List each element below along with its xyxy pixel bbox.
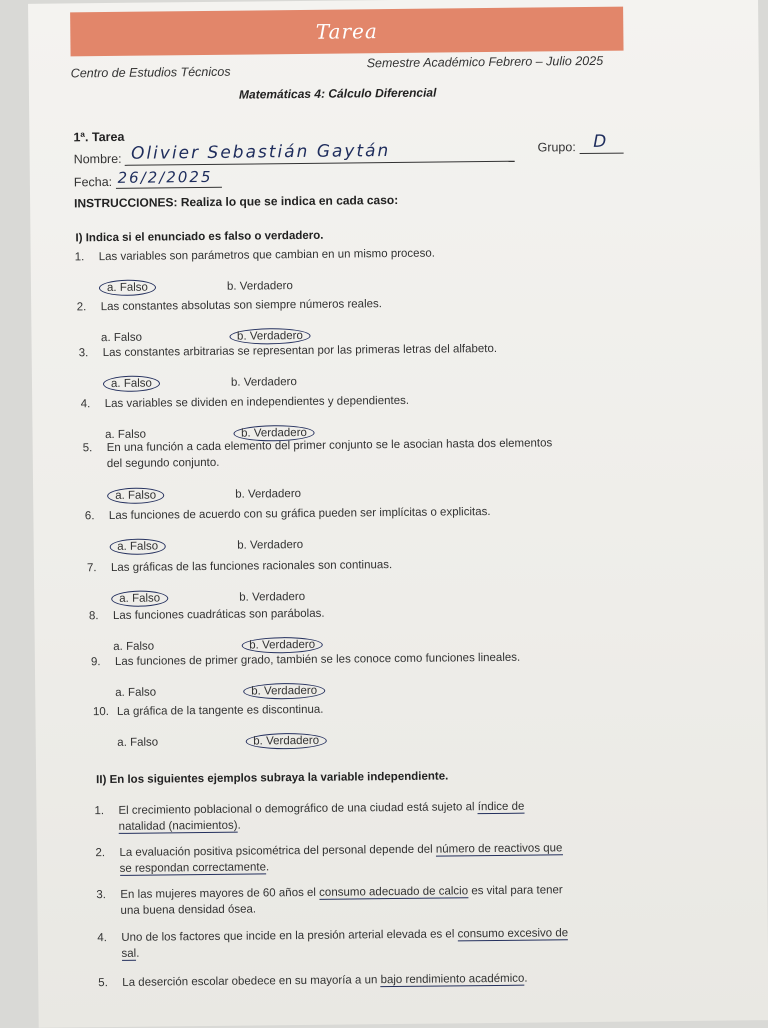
option-falso-9[interactable] bbox=[115, 687, 156, 699]
underlined-variable[interactable]: bajo rendimiento académico bbox=[380, 972, 525, 987]
option-label: b. Verdadero bbox=[233, 425, 315, 442]
subject-title: Matemáticas 4: Cálculo Diferencial bbox=[238, 85, 437, 102]
underlined-variable-cont[interactable]: se respondan correctamente bbox=[119, 861, 267, 875]
option-label: a. Falso bbox=[117, 736, 159, 749]
date-field[interactable] bbox=[116, 167, 222, 189]
example-line-1 bbox=[121, 925, 568, 946]
example-number: 1. bbox=[94, 805, 105, 818]
question-text: Las funciones cuadráticas son parábolas. bbox=[112, 607, 325, 622]
option-falso-1[interactable] bbox=[99, 281, 156, 294]
underlined-variable-cont[interactable]: sal bbox=[121, 947, 137, 960]
section1-title: I) Indica si el enunciado es falso o verdadero. bbox=[75, 229, 324, 245]
question-8 bbox=[89, 602, 669, 626]
section2-title: II) En los siguientes ejemplos subraya la variable independiente. bbox=[96, 770, 449, 787]
example-line-2 bbox=[119, 818, 241, 835]
example-text: . bbox=[265, 861, 270, 874]
option-label: a. Falso bbox=[115, 686, 157, 699]
option-verdadero-8[interactable] bbox=[241, 639, 323, 652]
example-line-2 bbox=[120, 859, 270, 877]
example-3 bbox=[96, 881, 676, 923]
option-label: b. Verdadero bbox=[241, 637, 323, 654]
instructions: INSTRUCCIONES: Realiza lo que se indica en cada caso: bbox=[74, 192, 399, 211]
underlined-variable[interactable]: número de reactivos que bbox=[435, 842, 563, 856]
example-line-1 bbox=[119, 840, 562, 861]
example-text: En las mujeres mayores de 60 años el bbox=[120, 886, 320, 901]
underlined-variable[interactable]: consumo excesivo de bbox=[457, 927, 569, 941]
option-verdadero-6[interactable] bbox=[237, 539, 303, 552]
group-field[interactable] bbox=[579, 131, 623, 154]
option-falso-6[interactable] bbox=[109, 540, 166, 553]
example-1 bbox=[94, 797, 674, 839]
example-line-2 bbox=[121, 946, 139, 962]
question-number: 7. bbox=[86, 562, 97, 575]
name-row bbox=[73, 141, 516, 167]
question-text-cont: del segundo conjunto. bbox=[106, 456, 220, 471]
question-text: La gráfica de la tangente es discontinua. bbox=[116, 703, 324, 718]
name-label: Nombre: bbox=[73, 151, 122, 167]
example-number: 4. bbox=[97, 932, 107, 945]
question-text: Las funciones de acuerdo con su gráfica pueden ser implícitas o explicitas. bbox=[108, 506, 491, 523]
question-number: 6. bbox=[84, 510, 95, 523]
option-label: a. Falso bbox=[104, 428, 147, 442]
banner-title: Tarea bbox=[70, 7, 623, 57]
group-value: D bbox=[593, 131, 609, 152]
option-label: b. Verdadero bbox=[245, 733, 327, 750]
question-9 bbox=[91, 648, 671, 672]
question-text: Las variables son parámetros que cambian en un mismo proceso. bbox=[98, 247, 435, 264]
question-number: 1. bbox=[74, 251, 85, 264]
option-verdadero-7[interactable] bbox=[239, 591, 305, 604]
option-verdadero-1[interactable] bbox=[227, 280, 293, 293]
question-number: 10. bbox=[92, 706, 110, 719]
question-text: Las constantes arbitrarias se representan por las primeras letras del alfabeto. bbox=[102, 342, 498, 360]
question-7 bbox=[87, 554, 667, 578]
example-line-1 bbox=[118, 799, 524, 819]
option-falso-3[interactable] bbox=[103, 377, 160, 390]
document-sheet bbox=[28, 0, 768, 1028]
option-label: a. Falso bbox=[103, 375, 160, 392]
question-number: 8. bbox=[88, 610, 99, 623]
question-2 bbox=[77, 293, 657, 317]
question-text: Las funciones de primer grado, también se les conoce como funciones lineales. bbox=[114, 651, 521, 668]
option-falso-10[interactable] bbox=[117, 737, 158, 749]
underlined-variable[interactable]: índice de bbox=[477, 800, 525, 814]
question-1 bbox=[75, 243, 655, 267]
option-verdadero-9[interactable] bbox=[243, 685, 325, 698]
question-3 bbox=[79, 339, 659, 363]
option-label: b. Verdadero bbox=[226, 280, 293, 293]
example-line-2 bbox=[120, 901, 256, 918]
option-label: b. Verdadero bbox=[229, 328, 311, 345]
option-label: b. Verdadero bbox=[230, 376, 297, 389]
question-5 bbox=[83, 434, 663, 474]
option-label: b. Verdadero bbox=[237, 538, 304, 552]
option-verdadero-3[interactable] bbox=[231, 376, 297, 389]
example-number: 3. bbox=[96, 889, 107, 902]
question-number: 3. bbox=[78, 347, 89, 360]
example-4 bbox=[97, 924, 677, 966]
option-label: a. Falso bbox=[100, 331, 143, 345]
question-6 bbox=[85, 502, 665, 526]
example-text: . bbox=[524, 972, 528, 985]
option-label: a. Falso bbox=[107, 487, 164, 504]
assignment-label: 1ª. Tarea bbox=[73, 129, 125, 145]
option-label: b. Verdadero bbox=[243, 683, 325, 700]
example-text: La evaluación positiva psicométrica del personal depende del bbox=[119, 843, 436, 859]
question-4 bbox=[81, 390, 661, 414]
example-number: 2. bbox=[95, 847, 106, 860]
group-label: Grupo: bbox=[537, 140, 576, 155]
example-text: Uno de los factores que incide en la presión arterial elevada es el bbox=[121, 928, 458, 944]
option-falso-5[interactable] bbox=[107, 489, 164, 502]
option-label: b. Verdadero bbox=[239, 590, 306, 604]
option-verdadero-2[interactable] bbox=[229, 330, 311, 343]
option-verdadero-5[interactable] bbox=[235, 488, 301, 501]
name-value: Olivier Sebastián Gaytán bbox=[130, 141, 391, 164]
example-5 bbox=[98, 969, 678, 1011]
question-number: 4. bbox=[80, 398, 91, 411]
option-label: a. Falso bbox=[113, 640, 155, 653]
semester-label: Semestre Académico Febrero – Julio 2025 bbox=[366, 53, 604, 71]
example-line-1 bbox=[120, 882, 563, 903]
question-number: 5. bbox=[82, 442, 93, 455]
example-line-1 bbox=[122, 971, 527, 991]
underlined-variable[interactable]: consumo adecuado de calcio bbox=[319, 885, 469, 899]
example-2 bbox=[95, 839, 675, 881]
question-10 bbox=[93, 698, 673, 722]
question-text: En una función a cada elemento del primer conjunto se le asocian hasta dos elementos bbox=[106, 437, 553, 455]
institution-name: Centro de Estudios Técnicos bbox=[70, 64, 231, 81]
option-falso-2[interactable] bbox=[101, 332, 142, 344]
option-label: b. Verdadero bbox=[235, 487, 302, 501]
option-falso-7[interactable] bbox=[111, 592, 168, 605]
example-text: El crecimiento poblacional o demográfico de una ciudad está sujeto al bbox=[118, 801, 478, 817]
underlined-variable-cont[interactable]: natalidad (nacimientos) bbox=[118, 819, 238, 833]
option-verdadero-10[interactable] bbox=[245, 735, 327, 748]
example-text: La deserción escolar obedece en su mayoría a un bbox=[122, 974, 381, 989]
option-falso-8[interactable] bbox=[113, 641, 154, 653]
option-label: a. Falso bbox=[111, 590, 168, 607]
group-row bbox=[537, 131, 623, 155]
date-row bbox=[73, 167, 222, 190]
question-text: Las gráficas de las funciones racionales son continuas. bbox=[110, 559, 393, 574]
option-label: a. Falso bbox=[99, 279, 156, 296]
question-number: 2. bbox=[76, 301, 87, 314]
example-text: una buena densidad ósea. bbox=[120, 903, 257, 917]
name-field[interactable] bbox=[125, 141, 515, 166]
date-value: 26/2/2025 bbox=[117, 167, 213, 187]
date-label: Fecha: bbox=[73, 174, 113, 190]
example-text: . bbox=[237, 819, 241, 832]
example-number: 5. bbox=[98, 977, 108, 990]
question-text: Las variables se dividen en independientes y dependientes. bbox=[104, 394, 410, 411]
option-label: a. Falso bbox=[109, 538, 166, 555]
example-text: . bbox=[136, 947, 140, 960]
question-text: Las constantes absolutas son siempre números reales. bbox=[100, 298, 383, 314]
example-text: es vital para tener bbox=[468, 884, 563, 898]
question-number: 9. bbox=[90, 656, 101, 669]
